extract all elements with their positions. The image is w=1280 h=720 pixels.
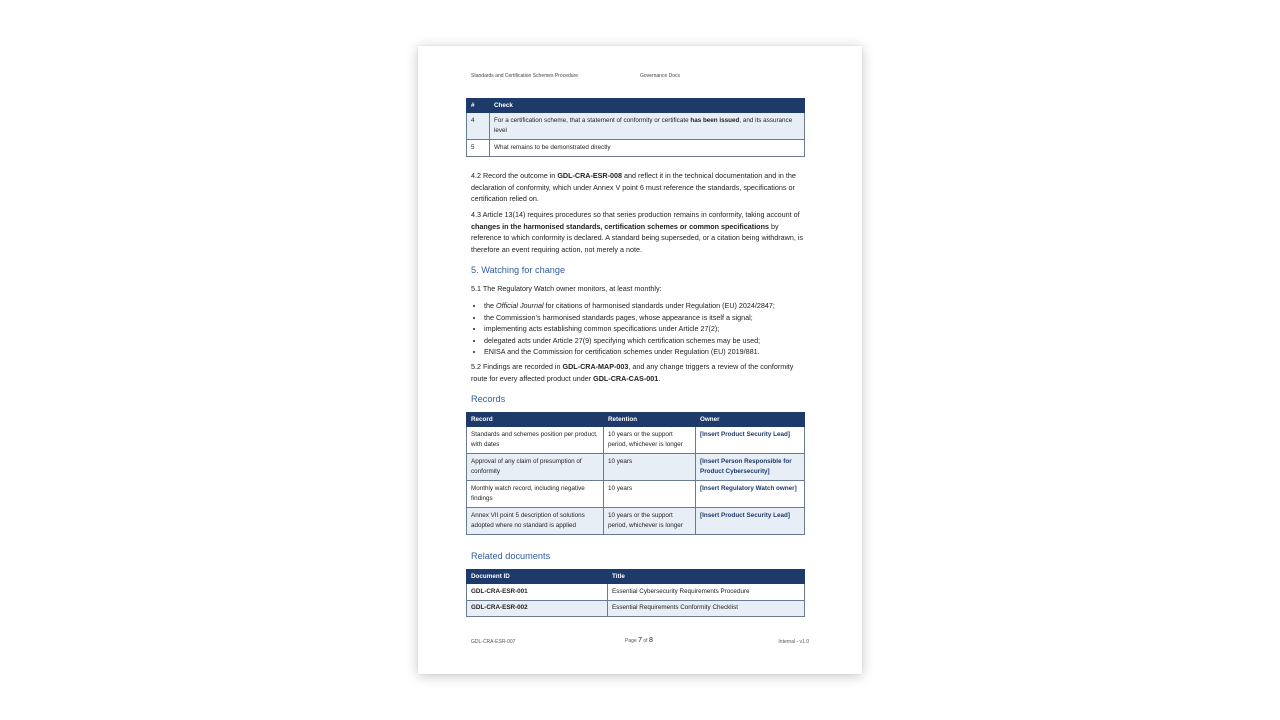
retention-cell: 10 years or the support period, whichever is longer — [604, 427, 696, 454]
owner-cell: [Insert Product Security Lead] — [696, 508, 805, 535]
records-table — [466, 412, 805, 535]
footer-classification: Internal - v1.0 — [778, 639, 809, 645]
records-col-retention: Retention — [604, 413, 696, 427]
monitor-list — [471, 300, 814, 358]
retention-cell: 10 years — [604, 481, 696, 508]
list-item: • delegated acts under Article 27(9) specifying which certification schemes may be used; — [484, 335, 814, 347]
doc-title-cell: Essential Requirements Conformity Checklist — [608, 600, 805, 617]
check-col-check: Check — [490, 99, 805, 113]
check-col-num: # — [467, 99, 490, 113]
records-col-owner: Owner — [696, 413, 805, 427]
document-page — [418, 46, 862, 674]
table-row — [467, 140, 805, 157]
header-org: Governance Docs — [640, 73, 681, 79]
owner-cell: [Insert Product Security Lead] — [696, 427, 805, 454]
check-text: What remains to be demonstrated directly — [490, 140, 805, 157]
heading-watching-for-change: 5. Watching for change — [471, 265, 566, 275]
table-row — [467, 481, 805, 508]
check-text: For a certification scheme, that a statement of conformity or certificate has been issued, and its assurance level — [490, 113, 805, 140]
doc-id-cell: GDL-CRA-ESR-002 — [467, 600, 608, 617]
list-item: • the Official Journal for citations of harmonised standards under Regulation (EU) 2024/2847; — [484, 300, 814, 312]
footer-page-number: Page 7 of 8 — [625, 637, 653, 644]
record-cell: Approval of any claim of presumption of conformity — [467, 454, 604, 481]
list-item: • ENISA and the Commission for certification schemes under Regulation (EU) 2019/881. — [484, 346, 814, 358]
doc-title-cell: Essential Cybersecurity Requirements Procedure — [608, 584, 805, 601]
records-col-record: Record — [467, 413, 604, 427]
related-col-title: Title — [608, 570, 805, 584]
table-row — [467, 113, 805, 140]
paragraph-4-3: 4.3 Article 13(14) requires procedures so that series production remains in conformity, taking account of changes in the harmonised standards, certification schemes or common specifications by reference to which conformity is declared. A standard being superseded, or a citation being withdrawn, is therefore an event requiring action, not merely a note. — [471, 210, 804, 255]
heading-related-documents: Related documents — [471, 551, 551, 561]
list-item: • the Commission’s harmonised standards pages, whose appearance is itself a signal; — [484, 312, 814, 324]
doc-id-cell: GDL-CRA-ESR-001 — [467, 584, 608, 601]
check-num: 5 — [467, 140, 490, 157]
paragraph-5-1: 5.1 The Regulatory Watch owner monitors, at least monthly: — [471, 284, 662, 293]
footer-doc-id: GDL-CRA-ESR-007 — [471, 639, 516, 645]
paragraph-4-2: 4.2 Record the outcome in GDL-CRA-ESR-008 and reflect it in the technical documentation and in the declaration of conformity, which under Annex V point 6 must reference the standards, specifications or certification relied on. — [471, 171, 796, 204]
retention-cell: 10 years or the support period, whichever is longer — [604, 508, 696, 535]
table-row — [467, 600, 805, 617]
owner-cell: [Insert Regulatory Watch owner] — [696, 481, 805, 508]
record-cell: Standards and schemes position per product, with dates — [467, 427, 604, 454]
paragraph-5-2: 5.2 Findings are recorded in GDL-CRA-MAP-003, and any change triggers a review of the conformity route for every affected product under GDL-CRA-CAS-001. — [471, 362, 794, 383]
record-cell: Annex VII point 5 description of solutions adopted where no standard is applied — [467, 508, 604, 535]
table-row — [467, 454, 805, 481]
list-item: • implementing acts establishing common specifications under Article 27(2); — [484, 323, 814, 335]
check-num: 4 — [467, 113, 490, 140]
table-row — [467, 508, 805, 535]
table-row — [467, 584, 805, 601]
record-cell: Monthly watch record, including negative findings — [467, 481, 604, 508]
check-table — [466, 98, 805, 157]
related-col-id: Document ID — [467, 570, 608, 584]
related-documents-table — [466, 569, 805, 617]
retention-cell: 10 years — [604, 454, 696, 481]
table-row — [467, 427, 805, 454]
header-title: Standards and Certification Schemes Procedure — [471, 73, 579, 79]
heading-records: Records — [471, 394, 506, 404]
owner-cell: [Insert Person Responsible for Product Cybersecurity] — [696, 454, 805, 481]
